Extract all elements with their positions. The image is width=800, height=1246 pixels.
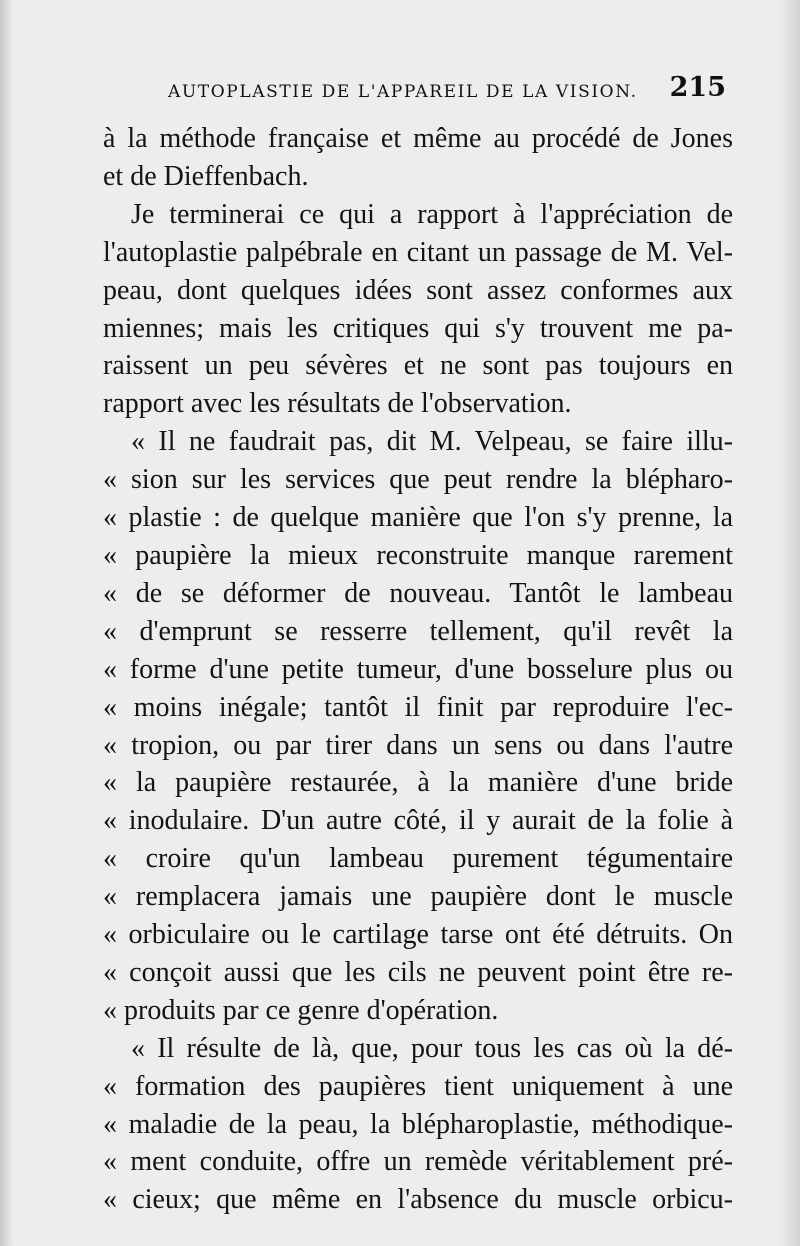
- page-edge-left: [0, 0, 14, 1246]
- page-edge-right: [778, 0, 800, 1246]
- text-line: Je terminerai ce qui a rapport à l'appréciation de: [131, 198, 733, 230]
- text-line: peau, dont quelques idées sont assez conformes aux: [103, 274, 733, 306]
- text-line: « remplacera jamais une paupière dont le muscle: [103, 881, 733, 913]
- text-line: « produits par ce genre d'opération.: [103, 994, 499, 1026]
- text-line: « inodulaire. D'un autre côté, il y aurait de la folie à: [103, 805, 733, 837]
- text-line: à la méthode française et même au procédé de Jones: [103, 123, 733, 154]
- text-line: « formation des paupières tient uniquement à une: [103, 1070, 733, 1102]
- text-line: « cieux; que même en l'absence du muscle orbicu-: [103, 1184, 733, 1216]
- page-number: 215: [669, 72, 726, 103]
- text-line: « la paupière restaurée, à la manière d'une bride: [103, 767, 733, 799]
- text-line: « moins inégale; tantôt il finit par reproduire l'ec-: [103, 691, 733, 723]
- text-line: l'autoplastie palpébrale en citant un passage de M. Vel-: [103, 236, 733, 268]
- text-line: « maladie de la peau, la blépharoplastie, méthodique-: [103, 1108, 733, 1140]
- text-line: « tropion, ou par tirer dans un sens ou dans l'autre: [103, 729, 733, 761]
- text-line: « plastie : de quelque manière que l'on s'y prenne, la: [103, 502, 733, 534]
- text-line: « ment conduite, offre un remède véritablement pré-: [103, 1146, 733, 1178]
- text-line: « de se déformer de nouveau. Tantôt le lambeau: [103, 577, 733, 609]
- text-line: miennes; mais les critiques qui s'y trouvent me pa-: [103, 312, 733, 344]
- text-line: « Il résulte de là, que, pour tous les cas où la dé-: [131, 1032, 733, 1064]
- text-line: « forme d'une petite tumeur, d'une bosselure plus ou: [103, 653, 733, 685]
- text-line: « conçoit aussi que les cils ne peuvent point être re-: [103, 956, 733, 988]
- running-title: AUTOPLASTIE DE L'APPAREIL DE LA VISION.: [168, 82, 638, 102]
- text-line: « paupière la mieux reconstruite manque rarement: [103, 539, 733, 571]
- text-line: « Il ne faudrait pas, dit M. Velpeau, se faire illu-: [131, 426, 733, 458]
- text-line: et de Dieffenbach.: [103, 160, 309, 192]
- text-line: raissent un peu sévères et ne sont pas toujours en: [103, 350, 733, 382]
- text-line: « orbiculaire ou le cartilage tarse ont été détruits. On: [103, 919, 733, 951]
- text-line: « croire qu'un lambeau purement tégumentaire: [103, 843, 733, 875]
- text-line: « sion sur les services que peut rendre la blépharo-: [103, 464, 733, 496]
- text-line: « d'emprunt se resserre tellement, qu'il revêt la: [103, 615, 733, 647]
- page-header: [168, 72, 728, 112]
- body-text: [103, 120, 733, 1219]
- text-line: rapport avec les résultats de l'observation.: [103, 388, 572, 420]
